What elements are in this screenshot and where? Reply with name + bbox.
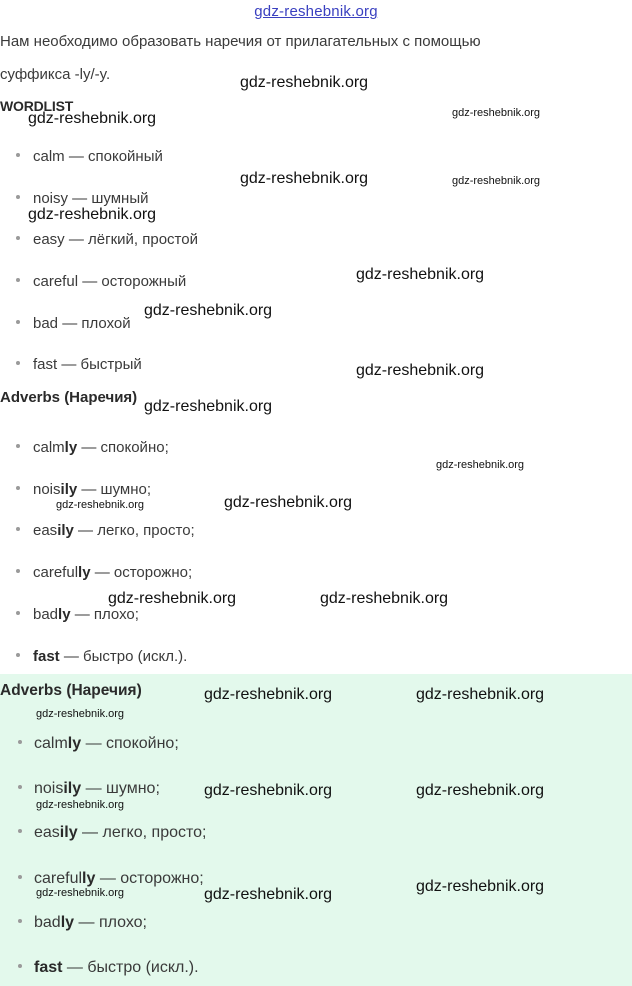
adverb-suffix: ily [59,824,78,841]
watermark: gdz-reshebnik.org [452,175,541,187]
adverb-translation: — спокойно; [77,439,169,456]
list-item [18,914,147,932]
adverb-stem: calm [34,735,68,752]
adverb-suffix: ily [57,522,74,539]
bullet-icon [16,569,20,573]
adverb-suffix: ly [58,606,71,623]
site-link[interactable]: gdz-reshebnik.org [254,3,378,20]
adverb-stem: bad [34,914,61,931]
bullet-icon [16,653,20,657]
watermark: gdz-reshebnik.org [320,590,449,607]
adverb-stem: calm [33,439,65,456]
list-item [16,564,192,581]
list-item [16,190,148,207]
bullet-icon [16,611,20,615]
watermark: gdz-reshebnik.org [240,170,369,187]
bullet-icon [18,919,22,923]
intro-line-1: Нам необходимо образовать наречия от прилагательных с помощью [0,33,481,50]
watermark: gdz-reshebnik.org [204,686,333,703]
watermark: gdz-reshebnik.org [36,708,125,720]
intro-line-2: суффикса -ly/-y. [0,66,111,83]
adverb-suffix: ly [60,914,75,931]
watermark: gdz-reshebnik.org [108,590,237,607]
watermark: gdz-reshebnik.org [416,686,545,703]
watermark: gdz-reshebnik.org [28,110,157,127]
wordlist-item-text: careful — осторожный [33,273,187,290]
adverb-translation: — легко, просто; [73,522,195,539]
bullet-icon [18,785,22,789]
bullet-icon [16,444,20,448]
watermark: gdz-reshebnik.org [36,799,125,811]
wordlist-item-text: easy — лёгкий, простой [33,231,198,248]
watermark: gdz-reshebnik.org [204,782,333,799]
highlighted-answer-block [0,674,632,986]
watermark: gdz-reshebnik.org [356,362,485,379]
list-item [16,648,187,665]
wordlist-item-text: noisy — шумный [33,190,149,207]
wordlist-item-text: bad — плохой [33,315,131,332]
watermark: gdz-reshebnik.org [144,302,273,319]
list-item [18,780,160,798]
wordlist-heading: WORDLIST [0,98,74,114]
list-item [18,959,199,977]
watermark: gdz-reshebnik.org [416,878,545,895]
adverb-suffix: ly [67,735,82,752]
list-item [16,481,151,498]
adverb-suffix: fast [33,648,60,665]
adverb-translation: — быстро (искл.). [62,959,199,976]
bullet-icon [16,320,20,324]
watermark: gdz-reshebnik.org [416,782,545,799]
adverb-suffix: ly [82,870,96,887]
adverb-stem: bad [33,606,59,623]
list-item [16,273,186,290]
list-item [16,148,163,165]
watermark: gdz-reshebnik.org [356,266,485,283]
bullet-icon [16,486,20,490]
watermark: gdz-reshebnik.org [240,74,369,91]
adverb-suffix: ly [78,564,91,581]
adverb-stem: nois [34,780,64,797]
adverb-translation: — шумно; [77,481,152,498]
list-item [16,315,131,332]
adverbs-highlight-heading: Adverbs (Наречия) [0,682,142,699]
list-item [18,870,204,888]
bullet-icon [16,278,20,282]
list-item [18,824,206,842]
adverb-translation: — шумно; [81,780,160,797]
bullet-icon [16,153,20,157]
adverb-translation: — осторожно; [95,870,204,887]
watermark: gdz-reshebnik.org [452,107,541,119]
adverb-translation: — спокойно; [81,735,179,752]
adverb-suffix: ily [63,780,82,797]
adverb-stem: eas [34,824,60,841]
list-item [16,231,198,248]
bullet-icon [16,195,20,199]
watermark: gdz-reshebnik.org [36,887,125,899]
adverb-suffix: ly [64,439,78,456]
adverb-translation: — осторожно; [90,564,193,581]
adverb-suffix: fast [34,959,63,976]
adverb-translation: — быстро (искл.). [59,648,188,665]
bullet-icon [18,964,22,968]
watermark: gdz-reshebnik.org [28,206,157,223]
list-item [16,439,169,456]
wordlist-item-text: fast — быстрый [33,356,142,373]
watermark: gdz-reshebnik.org [436,459,525,471]
adverb-stem: careful [34,870,83,887]
list-item [16,356,142,373]
adverb-translation: — плохо; [70,606,139,623]
adverb-translation: — плохо; [74,914,147,931]
list-item [16,522,195,539]
wordlist-item-text: calm — спокойный [33,148,163,165]
bullet-icon [18,829,22,833]
adverb-stem: careful [33,564,79,581]
watermark: gdz-reshebnik.org [224,494,353,511]
bullet-icon [16,527,20,531]
adverb-stem: eas [33,522,58,539]
adverb-suffix: ily [60,481,78,498]
bullet-icon [18,740,22,744]
bullet-icon [18,875,22,879]
list-item [16,606,139,623]
watermark: gdz-reshebnik.org [144,398,273,415]
bullet-icon [16,361,20,365]
bullet-icon [16,236,20,240]
adverb-translation: — легко, просто; [77,824,207,841]
watermark: gdz-reshebnik.org [56,499,145,511]
adverb-stem: nois [33,481,61,498]
adverbs-heading: Adverbs (Наречия) [0,389,138,406]
watermark: gdz-reshebnik.org [204,886,333,903]
list-item [18,735,179,753]
